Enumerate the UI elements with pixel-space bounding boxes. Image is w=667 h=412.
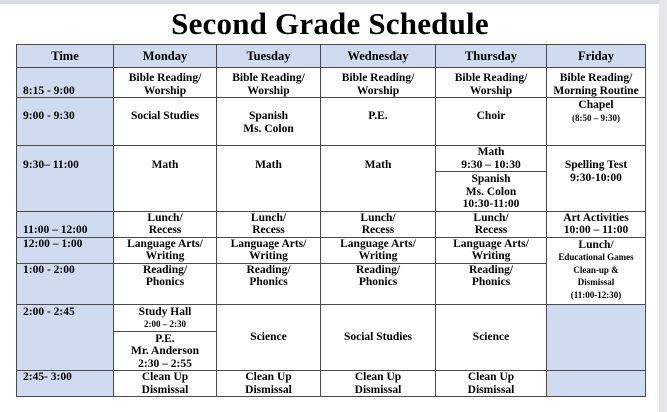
thursday-cell: [436, 263, 547, 304]
friday-cell-empty: [547, 304, 646, 371]
tuesday-cell: [217, 263, 321, 304]
thursday-cell: Science: [436, 304, 547, 371]
header-wednesday: Wednesday: [321, 45, 436, 68]
thursday-cell: [436, 68, 547, 98]
cell-line: 9:30-10:00: [570, 171, 622, 184]
wednesday-cell: Math: [321, 146, 436, 212]
tuesday-cell: [217, 211, 321, 237]
wednesday-cell: P.E.: [321, 98, 436, 146]
cell-line: Phonics: [471, 276, 511, 288]
wednesday-cell: [321, 371, 436, 397]
cell-line: (11:00-12:30): [570, 289, 622, 300]
cell-line: Reading/: [468, 263, 514, 276]
cell-line: Language Arts/: [453, 237, 529, 250]
time-cell: 2:45- 3:00: [17, 371, 114, 397]
page-title: Second Grade Schedule: [171, 6, 489, 41]
time-cell: 1:00 - 2:00: [17, 263, 114, 304]
cell-line: 10:00 – 11:00: [563, 224, 629, 236]
cell-line: Spanish: [248, 110, 288, 122]
wednesday-cell: [321, 68, 436, 98]
cell-line: Lunch/: [250, 211, 287, 224]
cell-line: Ms. Colon: [465, 185, 517, 198]
monday-cell: [114, 211, 217, 237]
cell-line: Dismissal: [467, 383, 515, 396]
cell-line: Dismissal: [141, 383, 189, 396]
cell-line: Worship: [356, 84, 400, 97]
wednesday-cell: [321, 237, 436, 263]
header-tuesday: Tuesday: [217, 45, 321, 68]
time-cell: 8:15 - 9:00: [17, 68, 114, 98]
cell-line: Recess: [361, 224, 395, 236]
table-row: [17, 237, 646, 263]
monday-cell: [114, 237, 217, 263]
table-row: [17, 211, 646, 237]
cell-line: P.E.: [155, 332, 175, 345]
monday-cell: Social Studies: [114, 98, 217, 146]
table-row: [17, 98, 646, 146]
cell-line: Clean-up &: [573, 264, 619, 275]
cell-line: Recess: [148, 224, 182, 236]
monday-cell: [114, 263, 217, 304]
thursday-cell: [436, 237, 547, 263]
header-monday: Monday: [114, 45, 217, 68]
wednesday-cell: Social Studies: [321, 304, 436, 371]
cell-line: Bible Reading/: [559, 72, 633, 84]
cell-line: Dismissal: [354, 383, 402, 396]
cell-line: Phonics: [358, 276, 398, 288]
friday-cell-empty: [547, 371, 646, 397]
cell-line: Morning Routine: [553, 84, 639, 97]
cell-line: Recess: [474, 224, 508, 236]
time-cell: 12:00 – 1:00: [17, 237, 114, 263]
tuesday-cell: [217, 98, 321, 146]
cell-line: Clean Up: [354, 371, 402, 383]
cell-line: Lunch/: [147, 211, 183, 224]
window-scrollbar[interactable]: [659, 0, 667, 412]
cell-line: Bible Reading/: [341, 72, 415, 84]
cell-line: Writing: [358, 250, 398, 262]
thursday-cell: Choir: [436, 98, 547, 146]
friday-cell: [547, 146, 646, 212]
cell-line: 10:30-11:00: [462, 198, 520, 210]
friday-cell: [547, 98, 646, 146]
time-cell: 9:00 - 9:30: [17, 98, 114, 146]
cell-line: Dismissal: [577, 277, 615, 287]
cell-line: Spelling Test: [564, 159, 628, 171]
monday-cell: Math: [114, 146, 217, 212]
header-friday: Friday: [547, 45, 646, 68]
schedule-table: [16, 44, 646, 397]
table-row: [17, 68, 646, 98]
cell-line: Lunch/: [360, 211, 396, 224]
cell-line: Bible Reading/: [128, 72, 202, 84]
cell-line: Recess: [252, 224, 285, 236]
thursday-cell: [436, 371, 547, 397]
cell-line: Clean Up: [467, 371, 515, 383]
friday-cell: [547, 237, 646, 304]
header-time: Time: [17, 45, 114, 68]
cell-line: Art Activities: [563, 211, 629, 224]
tuesday-cell: [217, 371, 321, 397]
header-row: [17, 45, 646, 68]
cell-line: Writing: [145, 250, 185, 262]
cell-line: Math: [477, 146, 505, 158]
cell-line: Chapel: [578, 99, 614, 111]
header-thursday: Thursday: [436, 45, 547, 68]
cell-line: 2:00 – 2:30: [144, 319, 186, 329]
tuesday-cell: Math: [217, 146, 321, 212]
table-row: [17, 146, 646, 212]
inner-divider: [436, 171, 546, 186]
cell-line: Reading/: [246, 263, 291, 276]
monday-cell: [114, 304, 217, 371]
thursday-cell: [436, 146, 547, 212]
cell-line: Worship: [469, 84, 513, 97]
cell-line: Worship: [247, 84, 290, 97]
cell-line: Reading/: [355, 263, 401, 276]
cell-line: Educational Games: [558, 252, 634, 262]
tuesday-cell: Science: [217, 304, 321, 371]
cell-line: Writing: [471, 250, 511, 262]
inner-divider: [114, 331, 216, 346]
monday-cell: [114, 68, 217, 98]
cell-line: Phonics: [145, 276, 185, 288]
cell-line: Language Arts/: [340, 237, 416, 250]
cell-line: Phonics: [249, 276, 288, 288]
friday-cell: [547, 211, 646, 237]
time-cell: 9:30– 11:00: [17, 146, 114, 212]
cell-line: Dismissal: [245, 383, 292, 396]
tuesday-cell: [217, 68, 321, 98]
table-row: [17, 304, 646, 371]
monday-cell: [114, 371, 217, 397]
cell-line: Bible Reading/: [232, 72, 305, 84]
time-cell: 11:00 – 12:00: [17, 211, 114, 237]
window-top-edge: [0, 0, 667, 4]
cell-line: Mr. Anderson: [131, 345, 199, 357]
cell-line: 9:30 – 10:30: [461, 158, 521, 171]
cell-line: (8:50 – 9:30): [572, 112, 620, 123]
cell-line: Clean Up: [141, 371, 189, 383]
time-cell: 2:00 - 2:45: [17, 304, 114, 371]
cell-line: Ms. Colon: [243, 122, 294, 135]
table-row: [17, 371, 646, 397]
cell-line: Writing: [249, 250, 288, 262]
friday-cell: [547, 68, 646, 98]
cell-line: Language Arts/: [127, 237, 203, 250]
cell-line: 2:30 – 2:55: [138, 357, 192, 370]
cell-line: Reading/: [142, 263, 188, 276]
tuesday-cell: [217, 237, 321, 263]
thursday-cell: [436, 211, 547, 237]
cell-line: Spanish: [471, 173, 511, 185]
wednesday-cell: [321, 263, 436, 304]
wednesday-cell: [321, 211, 436, 237]
cell-line: Worship: [143, 84, 187, 97]
cell-line: Lunch/: [473, 211, 509, 224]
cell-line: Study Hall: [138, 305, 192, 318]
cell-line: Clean Up: [245, 371, 292, 383]
cell-line: Language Arts/: [230, 237, 307, 250]
cell-line: Lunch/: [578, 238, 614, 251]
cell-line: Bible Reading/: [454, 72, 528, 84]
